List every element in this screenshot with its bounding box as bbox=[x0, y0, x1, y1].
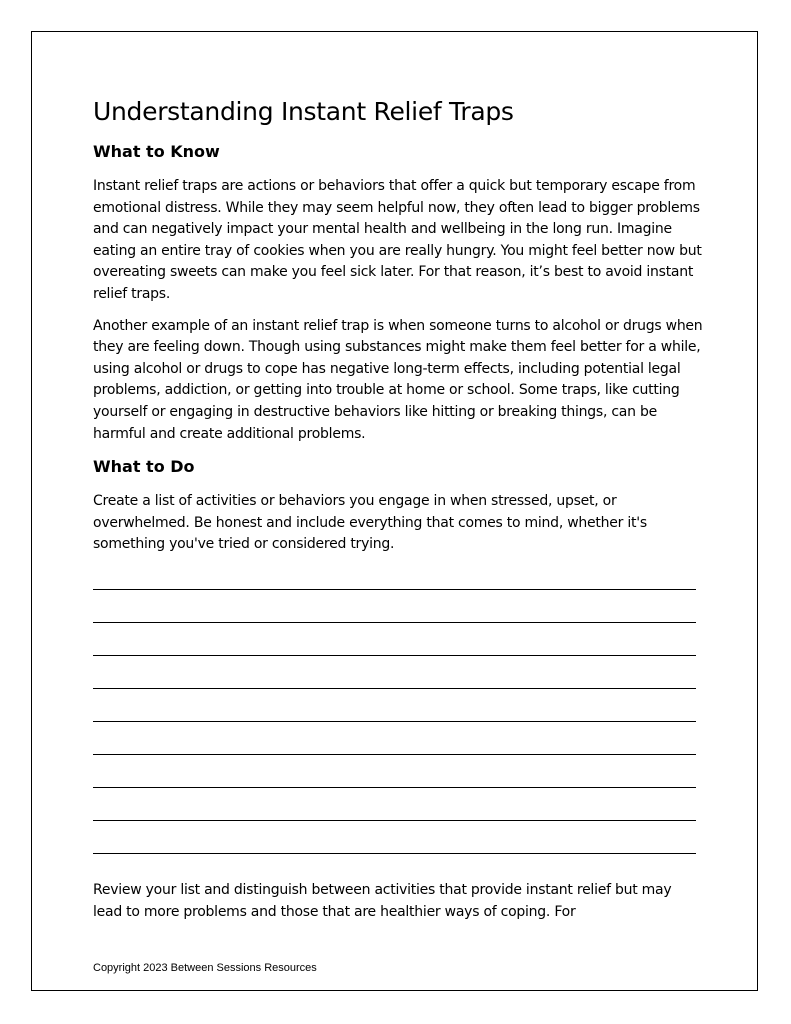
paragraph-what-to-know-2: Another example of an instant relief trap is when someone turns to alcohol or drugs when they are feeling down. Though using substances might make them feel better for a while, using alcohol or drugs to cope has negative long-term effects, including potential legal problems, addiction, or getting into trouble at home or school. Some traps, like cutting yourself or engaging in destructive behaviors like hitting or breaking things, can be harmful and create additional problems. bbox=[93, 317, 703, 442]
answer-line[interactable] bbox=[93, 821, 696, 854]
paragraph-what-to-know-1: Instant relief traps are actions or behaviors that offer a quick but temporary escape from emotional distress. While they may seem helpful now, they often lead to bigger problems and can negatively impact your mental health and wellbeing in the long run. Imagine eating an entire tray of cookies when you are really hungry. You might feel better now but overeating sweets can make you feel sick later. For that reason, it’s best to avoid instant relief traps. bbox=[93, 178, 702, 302]
closing-paragraph: Review your list and distinguish between activities that provide instant relief but may lead to more problems and those that are healthier ways of coping. For bbox=[93, 881, 672, 920]
section-heading-what-to-do: What to Do bbox=[93, 457, 195, 477]
answer-line[interactable] bbox=[93, 656, 696, 689]
answer-line[interactable] bbox=[93, 623, 696, 656]
answer-line[interactable] bbox=[93, 570, 696, 590]
answer-line[interactable] bbox=[93, 722, 696, 755]
answer-line[interactable] bbox=[93, 689, 696, 722]
answer-line[interactable] bbox=[93, 788, 696, 821]
answer-line[interactable] bbox=[93, 755, 696, 788]
copyright-footer: Copyright 2023 Between Sessions Resources bbox=[93, 962, 317, 974]
answer-lines bbox=[93, 570, 703, 854]
page-title: Understanding Instant Relief Traps bbox=[93, 97, 514, 126]
answer-line[interactable] bbox=[93, 590, 696, 623]
paragraph-what-to-do-1: Create a list of activities or behaviors you engage in when stressed, upset, or overwhelmed. Be honest and include everything that comes to mind, whether it's something you've tried or considered trying. bbox=[93, 493, 647, 553]
section-heading-what-to-know: What to Know bbox=[93, 142, 220, 161]
document-body bbox=[93, 96, 703, 933]
